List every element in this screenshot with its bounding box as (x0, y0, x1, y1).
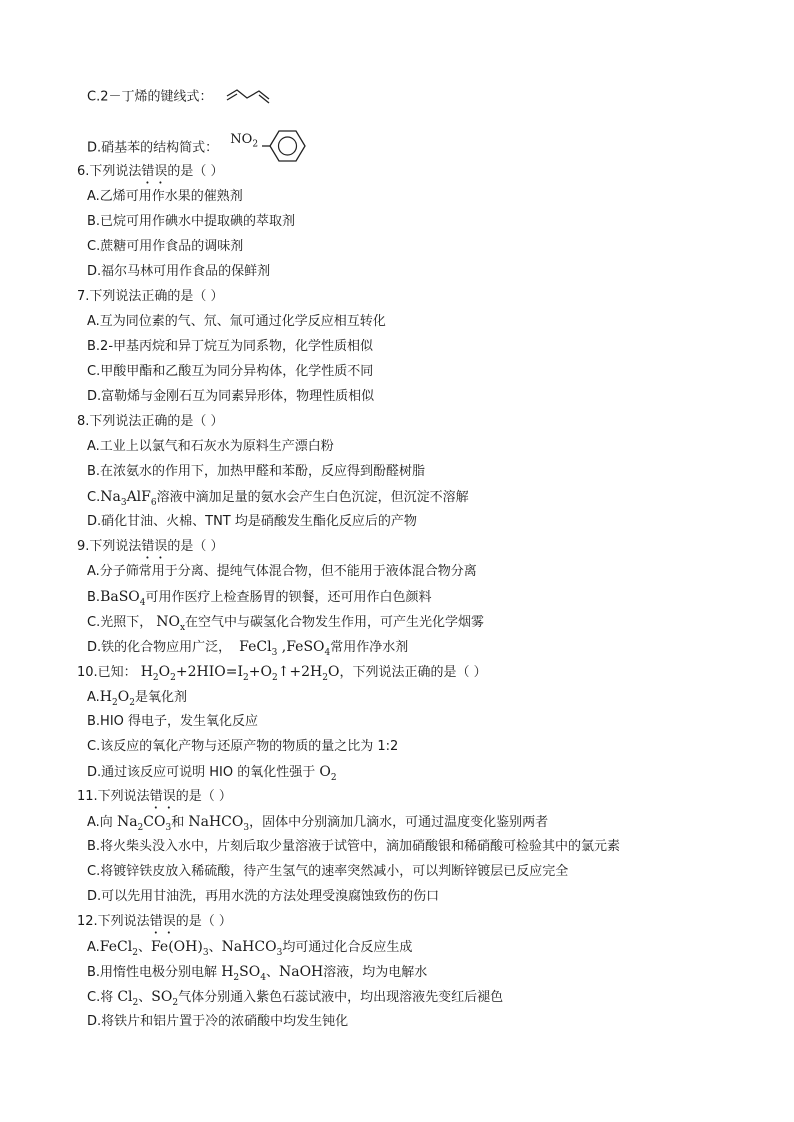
q11-option-d: D.可以先用甘油洗，再用水洗的方法处理受溴腐蚀致伤的伤口 (87, 889, 440, 904)
formula-feoh3: $Fe(OH)_3$ (150, 939, 209, 958)
q10-option-a: $A.H_2O_2$是氧化剂 (87, 689, 187, 708)
q11-option-c: C.将镀锌铁皮放入稀硫酸，待产生氢气的速率突然减小，可以判断锌镀层已反应完全 (87, 864, 569, 879)
question-6-title: 6.下列说法错误的是（ ） (77, 164, 224, 179)
q12-option-d: D.将铁片和铝片置于冷的浓硝酸中均发生钝化 (87, 1014, 349, 1029)
question-8-title: 8.下列说法正确的是（ ） (77, 414, 224, 429)
question-7-title: 7.下列说法正确的是（ ） (77, 289, 224, 304)
option-text: C.2－丁烯的键线式： (87, 89, 213, 105)
q10-option-d: D.通过该反应可说明 HIO 的氧化性强于 $O_2$ (87, 764, 337, 783)
butene-skeletal-icon (225, 88, 273, 106)
q6-option-d: D.福尔马林可用作食品的保鲜剂 (87, 264, 271, 279)
formula-nahco3: NaHCO$_3$ (188, 814, 250, 833)
formula-na2co3: $Na_2CO_3$ (116, 814, 172, 833)
formula-nox: $NO_x$ (156, 614, 186, 633)
question-9-title: 9.下列说法错误的是（ ） (77, 539, 224, 554)
option-d-nitrobenzene (87, 130, 306, 166)
formula-naoh: NaOH (278, 964, 324, 980)
option-c-butene (87, 88, 273, 107)
formula-o2: $O_2$ (319, 764, 337, 783)
q9-option-c: C.光照下， $NO_x$在空气中与碳氢化合物发生作用，可产生光化学烟雾 (87, 614, 485, 633)
q6-option-c: C.蔗糖可用作食品的调味剂 (87, 239, 244, 254)
q10-option-b: B.HIO 得电子，发生氧化反应 (87, 714, 259, 729)
q7-option-b: B.2-甲基丙烷和异丁烷互为同系物，化学性质相似 (87, 339, 374, 354)
q10-option-c: C.该反应的氧化产物与还原产物的物质的量之比为 1:2 (87, 739, 399, 754)
formula-na3alf6: $Na_3AlF_6$ (100, 489, 157, 508)
q9-option-b: B.BaSO$_4$可用作医疗上检查肠胃的钡餐，还可用作白色颜料 (87, 589, 432, 608)
q12-option-c: C.将 $Cl_2$、$SO_2$气体分别通入紫色石蕊试液中，均出现溶液先变红后褪色 (87, 989, 504, 1008)
q7-option-a: A.互为同位素的气、氘、氚可通过化学反应相互转化 (87, 314, 386, 329)
question-11-title: 11.下列说法错误的是（ ） (77, 789, 232, 804)
q7-option-d: D.富勒烯与金刚石互为同素异形体，物理性质相似 (87, 389, 375, 404)
q11-option-a: A.向 $Na_2CO_3$和 NaHCO$_3$，固体中分别滴加几滴水，可通过温度变化鉴别两者 (87, 814, 549, 833)
q8-option-b: B.在浓氨水的作用下，加热甲醛和苯酚，反应得到酚醛树脂 (87, 464, 426, 479)
no2-label: $NO_2$ (230, 131, 259, 150)
formula-so2: $SO_2$ (151, 989, 179, 1008)
q9-option-d: D.铁的化合物应用广泛， FeCl$_3$ ,FeSO$_4$常用作净水剂 (87, 639, 409, 658)
question-12-title: 12.下列说法错误的是（ ） (77, 914, 232, 929)
option-text: D.硝基苯的结构简式： (87, 140, 219, 156)
q6-option-a: A.乙烯可用作水果的催熟剂 (87, 189, 243, 204)
formula-fecl3-feso4: FeCl$_3$ ,FeSO$_4$ (239, 639, 331, 658)
q6-option-b: B.已烷可用作碘水中提取碘的萃取剂 (87, 214, 296, 229)
formula-baso4: BaSO$_4$ (100, 589, 146, 608)
q12-option-b: B.用惰性电极分别电解 $H_2SO_4$、NaOH溶液，均为电解水 (87, 964, 428, 983)
q7-option-c: C.甲酸甲酯和乙酸互为同分异构体，化学性质不同 (87, 364, 374, 379)
formula-fecl2: FeCl$_2$ (99, 939, 138, 958)
formula-cl2: $Cl_2$ (117, 989, 139, 1008)
q12-option-a: A.FeCl$_2$、$Fe(OH)_3$、NaHCO$_3$均可通过化合反应生成 (87, 939, 413, 958)
q8-option-a: A.工业上以氯气和石灰水为原料生产漂白粉 (87, 439, 334, 454)
q8-option-c: $C.Na_3AlF_6$溶液中滴加足量的氨水会产生白色沉淀，但沉淀不溶解 (87, 489, 469, 508)
q8-option-d: D.硝化甘油、火棉、TNT 均是硝酸发生酯化反应后的产物 (87, 514, 417, 529)
formula-reaction: $H_2O_2+2HIO=I_2+O_2↑+2H_2O$ (140, 664, 340, 683)
benzene-ring-icon (262, 128, 306, 164)
formula-nahco3: NaHCO$_3$ (221, 939, 283, 958)
formula-h2o2: $H_2O_2$ (99, 689, 135, 708)
q9-option-a: A.分子筛常用于分离、提纯气体混合物，但不能用于液体混合物分离 (87, 564, 477, 579)
formula-h2so4: $H_2SO_4$ (221, 964, 266, 983)
question-10-title: 10.已知： $H_2O_2+2HIO=I_2+O_2↑+2H_2O$，下列说法正确的是（ ） (77, 664, 487, 683)
q11-option-b: B.将火柴头没入水中，片刻后取少量溶液于试管中，滴加硝酸银和稀硝酸可检验其中的氯元素 (87, 839, 621, 854)
